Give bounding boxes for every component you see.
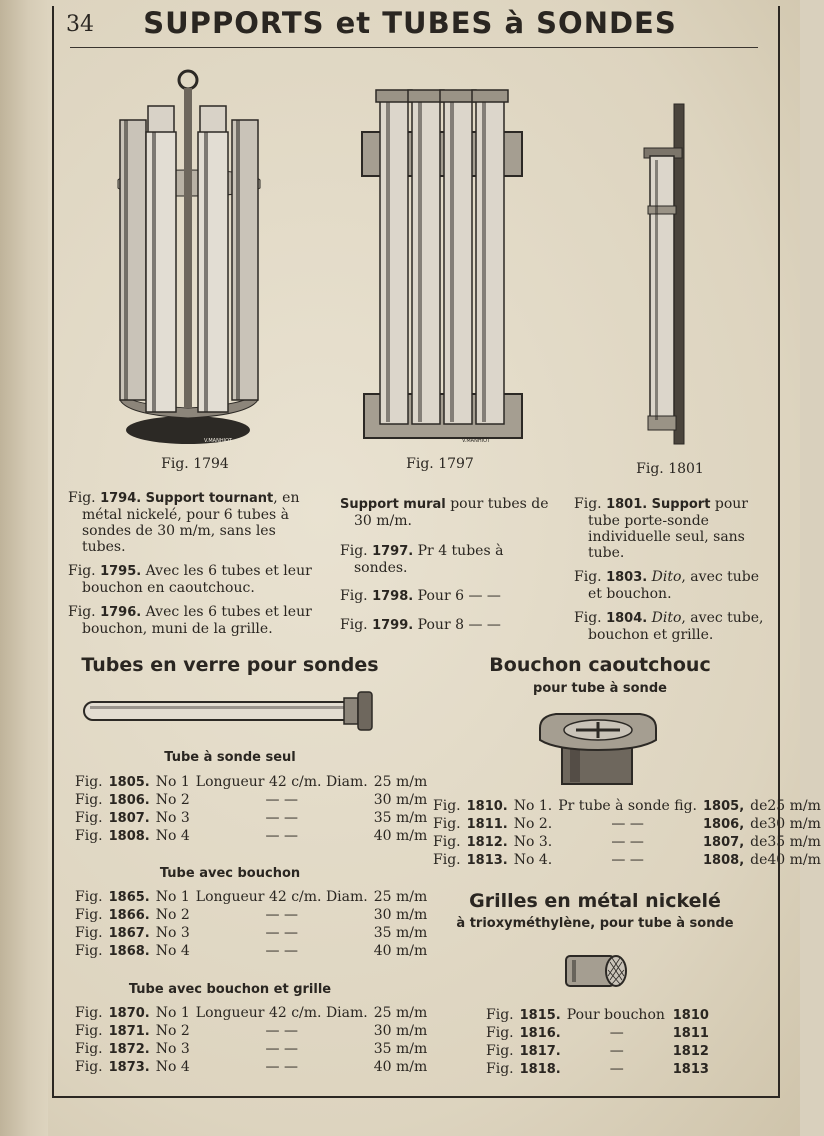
list-cell: de30 m/m [750, 816, 821, 832]
fig-number: 1795. [100, 564, 142, 579]
list-cell: Fig. [75, 1005, 103, 1021]
list-cell: 35 m/m [373, 810, 428, 826]
caption-fig-1794: Fig. 1794 [161, 456, 229, 472]
list-row [72, 906, 430, 924]
desc-wall-support [340, 496, 550, 529]
list-cell: Fig. [433, 816, 461, 832]
list-cell: 1806. [108, 792, 150, 808]
list-cell: 40 m/m [373, 943, 428, 959]
list-cell: — [609, 1043, 624, 1059]
list-row [483, 1060, 712, 1078]
list-cell: 1812. [466, 834, 508, 850]
list-row [72, 791, 430, 809]
list-cell: 30 m/m [373, 792, 428, 808]
bouchon-list [430, 797, 824, 869]
product-name: Support [651, 497, 711, 512]
caption-fig-1797: Fig. 1797 [406, 456, 474, 472]
caption-fig-1801: Fig. 1801 [636, 461, 704, 477]
list-row [72, 924, 430, 942]
list-row [72, 942, 430, 960]
description-text: , avec tube, bouchon et grille. [588, 610, 764, 643]
list-row [72, 1040, 430, 1058]
fig-label: Fig. [574, 610, 602, 626]
dito-text: Dito [651, 569, 682, 585]
tubes-section-title: Tubes en verre pour sondes [81, 654, 379, 676]
fig-number: 1803. [606, 570, 648, 585]
tube-bouchon-list [72, 888, 430, 960]
fig-label: Fig. [574, 496, 602, 512]
list-row [72, 827, 430, 845]
list-cell: 1808, [703, 852, 745, 868]
list-cell: — — [265, 792, 298, 808]
desc-fig-1796 [68, 604, 316, 637]
list-cell: 1818. [519, 1061, 561, 1077]
wall-support-illustration [358, 86, 528, 446]
list-cell: 1871. [108, 1023, 150, 1039]
list-cell: 35 m/m [373, 1041, 428, 1057]
list-cell: 1873. [108, 1059, 150, 1075]
description-text: Avec les 6 tubes et leur bouchon, muni de la grille. [82, 604, 312, 637]
fig-number: 1797. [372, 544, 414, 559]
list-cell: Fig. [433, 852, 461, 868]
subtitle-tube-bouchon: Tube avec bouchon [159, 866, 301, 881]
list-row [430, 833, 824, 851]
list-cell: No 4 [155, 1059, 190, 1075]
list-cell: Fig. [486, 1061, 514, 1077]
fig-label: Fig. [68, 490, 96, 506]
list-cell: No 2 [155, 907, 190, 923]
fig-label: Fig. [340, 588, 368, 604]
list-cell: Fig. [486, 1025, 514, 1041]
desc-fig-1795 [68, 563, 316, 596]
metal-grille-illustration [562, 950, 630, 992]
subtitle-tube-seul: Tube à sonde seul [164, 750, 296, 765]
list-cell: 1866. [108, 907, 150, 923]
list-cell: Fig. [75, 925, 103, 941]
description-text: pour tubes de 30 m/m. [354, 496, 549, 529]
fig-label: Fig. [574, 569, 602, 585]
list-cell: 1865. [108, 889, 150, 905]
list-cell: Longueur 42 c/m. Diam. [195, 774, 368, 790]
description-text: , en métal nickelé, pour 6 tubes à sondes de 30 m/m, sans les tubes. [82, 490, 300, 555]
list-cell: No 4 [155, 828, 190, 844]
list-cell: — — [611, 816, 644, 832]
list-row [430, 797, 824, 815]
list-cell: 1815. [519, 1007, 561, 1023]
list-cell: — — [265, 907, 298, 923]
list-row [72, 888, 430, 906]
list-cell: 25 m/m [373, 1005, 428, 1021]
desc-fig-1804 [574, 610, 764, 643]
list-cell: 35 m/m [373, 925, 428, 941]
list-cell: Fig. [75, 1059, 103, 1075]
list-cell: 1805, [703, 798, 745, 814]
engraver-signature: V.MANHIOT [204, 438, 233, 444]
list-cell: 1807, [703, 834, 745, 850]
subtitle-tube-bouchon-grille: Tube avec bouchon et grille [128, 982, 332, 997]
tube-seul-list [72, 773, 430, 845]
page-binding [0, 0, 48, 1136]
list-cell: 1870. [108, 1005, 150, 1021]
fig-label: Fig. [340, 543, 368, 559]
list-cell: Longueur 42 c/m. Diam. [195, 889, 368, 905]
list-cell: 1817. [519, 1043, 561, 1059]
fig-number: 1801. [606, 497, 648, 512]
list-cell: No 4 [155, 943, 190, 959]
list-cell: de35 m/m [750, 834, 821, 850]
list-cell: No 2 [155, 1023, 190, 1039]
list-row [483, 1006, 712, 1024]
description-text: Pour 8 — — [417, 617, 501, 633]
list-cell: 1811 [672, 1025, 709, 1041]
list-cell: Fig. [75, 810, 103, 826]
fig-number: 1794. [100, 491, 142, 506]
list-cell: 1868. [108, 943, 150, 959]
rubber-stopper-illustration [536, 708, 660, 788]
list-cell: No 1 [155, 1005, 190, 1021]
list-cell: No 3. [513, 834, 553, 850]
list-cell: — — [265, 925, 298, 941]
dito-text: Dito [651, 610, 682, 626]
list-cell: — — [611, 852, 644, 868]
description-column-left [68, 490, 316, 645]
list-cell: 30 m/m [373, 1023, 428, 1039]
list-cell: 25 m/m [373, 889, 428, 905]
list-cell: No 1. [513, 798, 553, 814]
product-name: Support mural [340, 497, 446, 512]
list-row [72, 809, 430, 827]
fig-number: 1799. [372, 618, 414, 633]
description-column-right [574, 496, 764, 651]
desc-fig-1797 [340, 543, 550, 576]
list-cell: No 1 [155, 774, 190, 790]
list-cell: Fig. [75, 774, 103, 790]
bouchon-section-title: Bouchon caoutchouc [489, 654, 711, 676]
list-row [430, 815, 824, 833]
description-text: , avec tube et bouchon. [588, 569, 760, 602]
list-cell: — — [611, 834, 644, 850]
fig-label: Fig. [68, 563, 96, 579]
list-cell: No 2. [513, 816, 553, 832]
tube-bouchon-grille-list [72, 1004, 430, 1076]
list-cell: 25 m/m [373, 774, 428, 790]
list-cell: 1805. [108, 774, 150, 790]
page-number: 34 [66, 12, 94, 37]
list-row [430, 851, 824, 869]
list-row [72, 1004, 430, 1022]
rotating-support-illustration [108, 70, 268, 450]
list-cell: — [609, 1061, 624, 1077]
list-row [483, 1042, 712, 1060]
grilles-section-subtitle: à trioxyméthylène, pour tube à sonde [456, 916, 734, 931]
glass-tube-illustration [82, 690, 378, 734]
individual-support-illustration [640, 100, 690, 450]
description-column-middle [340, 496, 550, 642]
list-cell: 1810. [466, 798, 508, 814]
fig-label: Fig. [340, 617, 368, 633]
list-cell: Fig. [75, 828, 103, 844]
description-text: Avec les 6 tubes et leur bouchon en caoutchouc. [82, 563, 312, 596]
list-cell: 40 m/m [373, 828, 428, 844]
list-row [72, 773, 430, 791]
desc-fig-1799 [340, 617, 550, 634]
list-cell: — — [265, 1059, 298, 1075]
list-cell: Fig. [75, 792, 103, 808]
desc-fig-1803 [574, 569, 764, 602]
list-cell: Fig. [75, 889, 103, 905]
list-cell: — — [265, 1041, 298, 1057]
description-text: Pour 6 — — [417, 588, 501, 604]
list-cell: 1812 [672, 1043, 709, 1059]
engraver-signature: V.MANHIOT [462, 438, 491, 444]
list-cell: 1810 [672, 1007, 709, 1023]
product-name: Support tournant [145, 491, 274, 506]
list-cell: — [609, 1025, 624, 1041]
list-cell: 1813 [672, 1061, 709, 1077]
list-cell: Fig. [75, 907, 103, 923]
desc-fig-1798 [340, 588, 550, 605]
grilles-section-title: Grilles en métal nickelé [469, 890, 721, 912]
list-cell: 1811. [466, 816, 508, 832]
list-row [72, 1022, 430, 1040]
list-cell: 1806, [703, 816, 745, 832]
description-text: pour tube porte-sonde individuelle seul, sans tube. [588, 496, 748, 561]
list-cell: — — [265, 828, 298, 844]
description-text: Pr 4 tubes à sondes. [354, 543, 504, 576]
list-cell: Fig. [433, 798, 461, 814]
list-cell: 1816. [519, 1025, 561, 1041]
fig-number: 1804. [606, 611, 648, 626]
list-cell: 1808. [108, 828, 150, 844]
list-cell: — — [265, 1023, 298, 1039]
list-cell: Pr tube à sonde fig. [558, 798, 698, 814]
fig-number: 1796. [100, 605, 142, 620]
list-cell: 1867. [108, 925, 150, 941]
list-cell: Fig. [75, 1041, 103, 1057]
list-cell: de25 m/m [750, 798, 821, 814]
list-cell: Fig. [75, 943, 103, 959]
title-rule [70, 47, 758, 48]
list-cell: No 2 [155, 792, 190, 808]
desc-fig-1801 [574, 496, 764, 561]
list-cell: 40 m/m [373, 1059, 428, 1075]
list-cell: — — [265, 943, 298, 959]
list-cell: No 3 [155, 810, 190, 826]
desc-fig-1794 [68, 490, 316, 555]
list-cell: No 3 [155, 1041, 190, 1057]
list-row [72, 1058, 430, 1076]
list-cell: 1872. [108, 1041, 150, 1057]
fig-number: 1798. [372, 589, 414, 604]
list-cell: Fig. [433, 834, 461, 850]
list-cell: de40 m/m [750, 852, 821, 868]
list-cell: No 3 [155, 925, 190, 941]
list-cell: — — [265, 810, 298, 826]
list-cell: 30 m/m [373, 907, 428, 923]
list-cell: Longueur 42 c/m. Diam. [195, 1005, 368, 1021]
list-cell: 1807. [108, 810, 150, 826]
list-cell: No 1 [155, 889, 190, 905]
list-cell: Fig. [75, 1023, 103, 1039]
list-cell: No 4. [513, 852, 553, 868]
fig-label: Fig. [68, 604, 96, 620]
list-cell: Pour bouchon [566, 1007, 665, 1023]
list-cell: Fig. [486, 1043, 514, 1059]
grilles-list [483, 1006, 712, 1078]
list-row [483, 1024, 712, 1042]
bouchon-section-subtitle: pour tube à sonde [533, 681, 667, 696]
list-cell: 1813. [466, 852, 508, 868]
list-cell: Fig. [486, 1007, 514, 1023]
page-title: SUPPORTS et TUBES à SONDES [143, 6, 677, 40]
